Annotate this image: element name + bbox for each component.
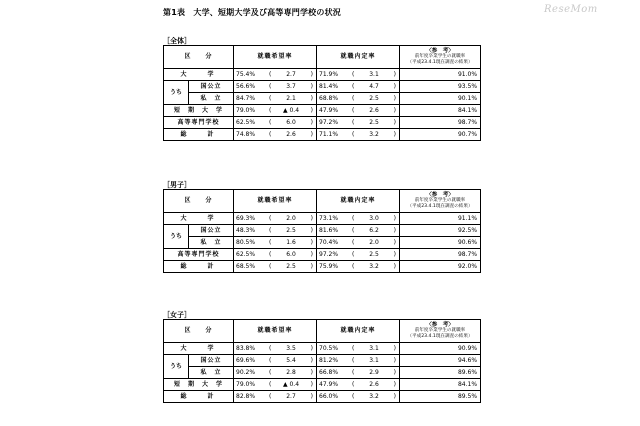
- header-naitei: 就職内定率: [317, 190, 400, 213]
- naitei-value: 66.8%: [319, 368, 339, 376]
- naitei-change: 6.2: [369, 226, 379, 234]
- table-row: 大 学 69.3% ( 2.0 ) 73.1% ( 3.0 ) 91.1%: [164, 213, 481, 225]
- naitei-value: 70.5%: [319, 344, 339, 352]
- naitei-value: 81.2%: [319, 356, 339, 364]
- kibo-value: 80.5%: [236, 238, 256, 246]
- naitei-change: 3.1: [369, 344, 379, 352]
- kibo-change: 6.0: [286, 250, 296, 258]
- naitei-value: 81.6%: [319, 226, 339, 234]
- kibo-change: 2.5: [286, 262, 296, 270]
- naitei-value: 73.1%: [319, 214, 339, 222]
- row-category: 短 期 大 学: [164, 379, 234, 391]
- ref-value: 98.7%: [400, 117, 481, 129]
- kibo-value: 68.5%: [236, 262, 256, 270]
- ref-value: 90.1%: [400, 93, 481, 105]
- kibo-value: 75.4%: [236, 70, 256, 78]
- document-title: 第1表 大学、短期大学及び高等専門学校の状況: [163, 8, 341, 17]
- naitei-change: 2.6: [369, 106, 379, 114]
- table-row: 総 計 74.8% ( 2.6 ) 71.1% ( 3.2 ) 90.7%: [164, 129, 481, 141]
- ref-value: 89.5%: [400, 391, 481, 403]
- kibo-value: 62.5%: [236, 250, 256, 258]
- row-category: 大 学: [164, 213, 234, 225]
- section-label-all: ［全体］: [163, 37, 191, 45]
- naitei-change: 2.0: [369, 238, 379, 246]
- ref-value: 98.7%: [400, 249, 481, 261]
- kibo-change: ▲ 0.4: [282, 106, 300, 114]
- kibo-change: 2.8: [286, 368, 296, 376]
- kibo-value: 79.0%: [236, 380, 256, 388]
- kibo-change: 1.6: [286, 238, 296, 246]
- table-row: うち 国公立 48.3% ( 2.5 ) 81.6% ( 6.2 ) 92.5%: [164, 225, 481, 237]
- table-row: 私 立 90.2% ( 2.8 ) 66.8% ( 2.9 ) 89.6%: [164, 367, 481, 379]
- table-row: うち 国公立 69.6% ( 5.4 ) 81.2% ( 3.1 ) 94.6%: [164, 355, 481, 367]
- naitei-value: 68.8%: [319, 94, 339, 102]
- header-naitei: 就職内定率: [317, 46, 400, 69]
- naitei-value: 97.2%: [319, 118, 339, 126]
- kibo-change: 2.7: [286, 392, 296, 400]
- header-kibo: 就職希望率: [234, 190, 317, 213]
- naitei-change: 3.0: [369, 214, 379, 222]
- kibo-change: 2.6: [286, 130, 296, 138]
- naitei-value: 75.9%: [319, 262, 339, 270]
- naitei-value: 47.9%: [319, 106, 339, 114]
- table-row: 大 学 75.4% ( 2.7 ) 71.9% ( 3.1 ) 91.0%: [164, 69, 481, 81]
- kibo-value: 79.0%: [236, 106, 256, 114]
- kibo-value: 69.3%: [236, 214, 256, 222]
- table-row: 短 期 大 学 79.0% ( ▲ 0.4 ) 47.9% ( 2.6 ) 84.1%: [164, 379, 481, 391]
- table-row: 私 立 84.7% ( 2.1 ) 68.8% ( 2.5 ) 90.1%: [164, 93, 481, 105]
- table-row: うち 国公立 56.6% ( 3.7 ) 81.4% ( 4.7 ) 93.5%: [164, 81, 481, 93]
- table-row: 大 学 83.8% ( 3.5 ) 70.5% ( 3.1 ) 90.9%: [164, 343, 481, 355]
- table-row: 総 計 68.5% ( 2.5 ) 75.9% ( 3.2 ) 92.0%: [164, 261, 481, 273]
- section-label-male: ［男子］: [163, 181, 191, 189]
- ref-value: 94.6%: [400, 355, 481, 367]
- kibo-value: 69.6%: [236, 356, 256, 364]
- naitei-value: 71.9%: [319, 70, 339, 78]
- ref-value: 93.5%: [400, 81, 481, 93]
- header-reference: 〈参 考〉 前年度卒業学生の就職率 （平成23.4.1現在調査の結果）: [400, 46, 481, 69]
- header-kubun: 区 分: [164, 320, 234, 343]
- naitei-value: 66.0%: [319, 392, 339, 400]
- naitei-value: 47.9%: [319, 380, 339, 388]
- kibo-value: 82.8%: [236, 392, 256, 400]
- naitei-change: 2.6: [369, 380, 379, 388]
- naitei-change: 2.9: [369, 368, 379, 376]
- table-row: 高等専門学校 62.5% ( 6.0 ) 97.2% ( 2.5 ) 98.7%: [164, 249, 481, 261]
- kibo-change: 6.0: [286, 118, 296, 126]
- naitei-change: 4.7: [369, 82, 379, 90]
- ref-value: 90.6%: [400, 237, 481, 249]
- kibo-change: 3.7: [286, 82, 296, 90]
- row-category: 国公立: [189, 225, 234, 237]
- kibo-change: 5.4: [286, 356, 296, 364]
- kibo-value: 56.6%: [236, 82, 256, 90]
- ref-value: 90.7%: [400, 129, 481, 141]
- kibo-change: ▲ 0.4: [282, 380, 300, 388]
- header-kubun: 区 分: [164, 46, 234, 69]
- row-category: 大 学: [164, 69, 234, 81]
- kibo-change: 3.5: [286, 344, 296, 352]
- naitei-value: 81.4%: [319, 82, 339, 90]
- row-category: 私 立: [189, 93, 234, 105]
- ref-value: 89.6%: [400, 367, 481, 379]
- table-header-row: [164, 190, 481, 213]
- kibo-value: 48.3%: [236, 226, 256, 234]
- naitei-change: 3.2: [369, 130, 379, 138]
- ref-value: 84.1%: [400, 379, 481, 391]
- row-category: 国公立: [189, 355, 234, 367]
- table-all: [163, 45, 481, 141]
- row-category: 高等専門学校: [164, 117, 234, 129]
- ref-value: 91.0%: [400, 69, 481, 81]
- table-male: [163, 189, 481, 273]
- kibo-value: 74.8%: [236, 130, 256, 138]
- naitei-value: 70.4%: [319, 238, 339, 246]
- kibo-change: 2.5: [286, 226, 296, 234]
- uchi-label: うち: [164, 81, 189, 105]
- table-header-row: [164, 320, 481, 343]
- table-female: [163, 319, 481, 403]
- watermark-logo: ReseMom: [544, 4, 598, 15]
- header-naitei: 就職内定率: [317, 320, 400, 343]
- table-row: 高等専門学校 62.5% ( 6.0 ) 97.2% ( 2.5 ) 98.7%: [164, 117, 481, 129]
- uchi-label: うち: [164, 355, 189, 379]
- header-reference: 〈参 考〉 前年度卒業学生の就職率 （平成23.4.1現在調査の結果）: [400, 320, 481, 343]
- ref-value: 84.1%: [400, 105, 481, 117]
- table-row: 私 立 80.5% ( 1.6 ) 70.4% ( 2.0 ) 90.6%: [164, 237, 481, 249]
- naitei-value: 71.1%: [319, 130, 339, 138]
- kibo-change: 2.0: [286, 214, 296, 222]
- row-category: 私 立: [189, 367, 234, 379]
- naitei-change: 2.5: [369, 250, 379, 258]
- ref-value: 92.0%: [400, 261, 481, 273]
- kibo-value: 84.7%: [236, 94, 256, 102]
- row-category: 大 学: [164, 343, 234, 355]
- ref-value: 92.5%: [400, 225, 481, 237]
- naitei-change: 2.5: [369, 118, 379, 126]
- table-row: 短 期 大 学 79.0% ( ▲ 0.4 ) 47.9% ( 2.6 ) 84.1%: [164, 105, 481, 117]
- naitei-change: 2.5: [369, 94, 379, 102]
- kibo-value: 90.2%: [236, 368, 256, 376]
- row-category: 総 計: [164, 261, 234, 273]
- naitei-change: 3.2: [369, 262, 379, 270]
- row-category: 総 計: [164, 129, 234, 141]
- naitei-change: 3.2: [369, 392, 379, 400]
- section-label-female: ［女子］: [163, 311, 191, 319]
- kibo-value: 83.8%: [236, 344, 256, 352]
- naitei-change: 3.1: [369, 70, 379, 78]
- naitei-value: 97.2%: [319, 250, 339, 258]
- ref-value: 90.9%: [400, 343, 481, 355]
- header-kibo: 就職希望率: [234, 46, 317, 69]
- uchi-label: うち: [164, 225, 189, 249]
- kibo-change: 2.7: [286, 70, 296, 78]
- table-header-row: [164, 46, 481, 69]
- header-kibo: 就職希望率: [234, 320, 317, 343]
- row-category: 総 計: [164, 391, 234, 403]
- header-reference: 〈参 考〉 前年度卒業学生の就職率 （平成23.4.1現在調査の結果）: [400, 190, 481, 213]
- row-category: 私 立: [189, 237, 234, 249]
- ref-value: 91.1%: [400, 213, 481, 225]
- row-category: 高等専門学校: [164, 249, 234, 261]
- kibo-change: 2.1: [286, 94, 296, 102]
- header-kubun: 区 分: [164, 190, 234, 213]
- row-category: 国公立: [189, 81, 234, 93]
- naitei-change: 3.1: [369, 356, 379, 364]
- row-category: 短 期 大 学: [164, 105, 234, 117]
- table-row: 総 計 82.8% ( 2.7 ) 66.0% ( 3.2 ) 89.5%: [164, 391, 481, 403]
- kibo-value: 62.5%: [236, 118, 256, 126]
